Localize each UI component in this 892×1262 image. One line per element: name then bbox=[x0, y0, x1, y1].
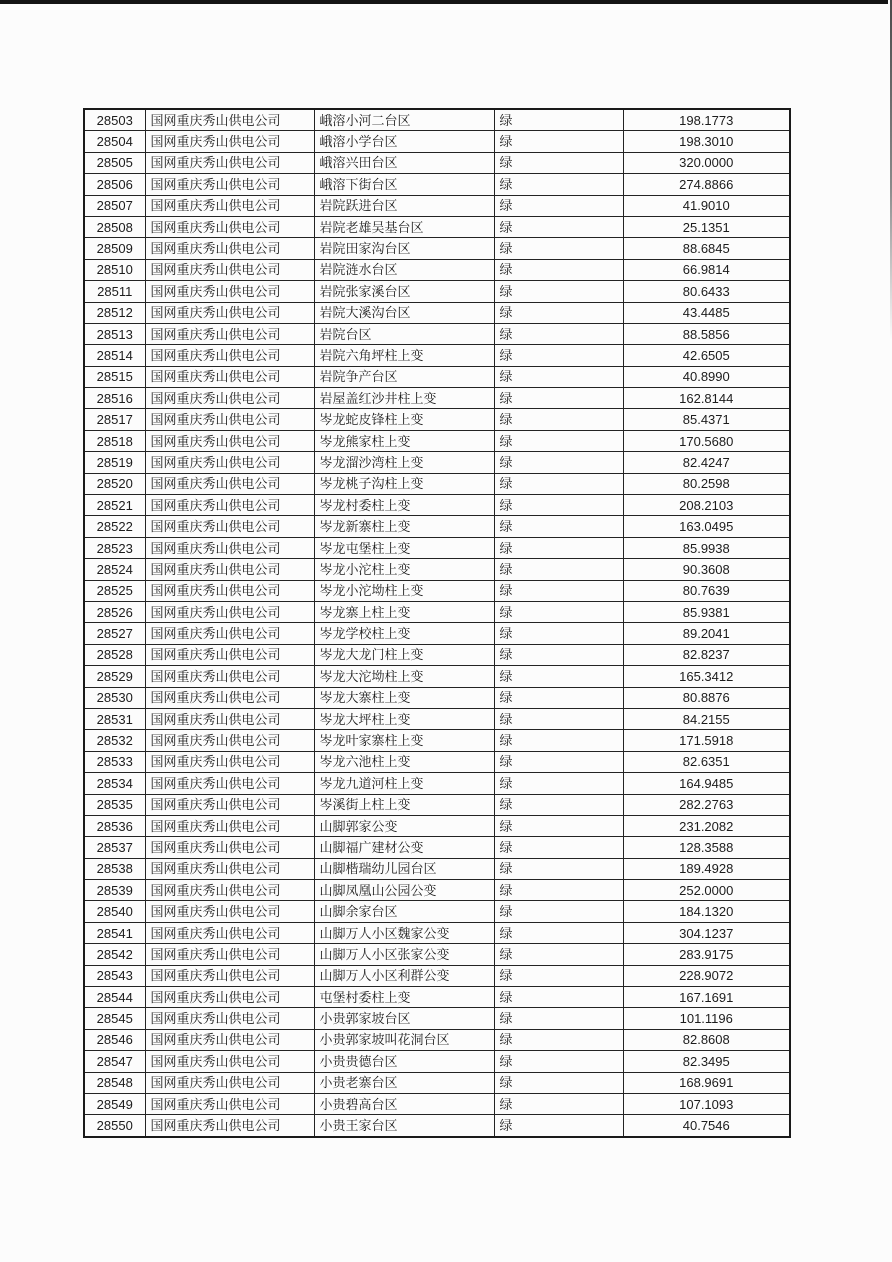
status-cell: 绿 bbox=[494, 837, 623, 858]
company-cell: 国网重庆秀山供电公司 bbox=[145, 537, 314, 558]
company-cell: 国网重庆秀山供电公司 bbox=[145, 1051, 314, 1072]
value-cell: 85.9381 bbox=[623, 601, 790, 622]
value-cell: 304.1237 bbox=[623, 922, 790, 943]
station-name-cell: 岑龙村委柱上变 bbox=[314, 495, 494, 516]
row-id-cell: 28503 bbox=[84, 109, 145, 131]
table-row bbox=[84, 1093, 790, 1114]
table-row bbox=[84, 580, 790, 601]
company-cell: 国网重庆秀山供电公司 bbox=[145, 601, 314, 622]
row-id-cell: 28540 bbox=[84, 901, 145, 922]
value-cell: 80.6433 bbox=[623, 281, 790, 302]
table-row bbox=[84, 109, 790, 131]
station-name-cell: 岑龙溜沙湾柱上变 bbox=[314, 452, 494, 473]
company-cell: 国网重庆秀山供电公司 bbox=[145, 987, 314, 1008]
status-cell: 绿 bbox=[494, 601, 623, 622]
row-id-cell: 28519 bbox=[84, 452, 145, 473]
value-cell: 80.2598 bbox=[623, 473, 790, 494]
table-row bbox=[84, 195, 790, 216]
station-name-cell: 小贵郭家坡叫花洞台区 bbox=[314, 1029, 494, 1050]
status-cell: 绿 bbox=[494, 773, 623, 794]
value-cell: 274.8866 bbox=[623, 174, 790, 195]
company-cell: 国网重庆秀山供电公司 bbox=[145, 1072, 314, 1093]
row-id-cell: 28539 bbox=[84, 880, 145, 901]
status-cell: 绿 bbox=[494, 388, 623, 409]
value-cell: 198.3010 bbox=[623, 131, 790, 152]
value-cell: 128.3588 bbox=[623, 837, 790, 858]
table-row bbox=[84, 708, 790, 729]
station-name-cell: 岩院跃进台区 bbox=[314, 195, 494, 216]
status-cell: 绿 bbox=[494, 794, 623, 815]
row-id-cell: 28521 bbox=[84, 495, 145, 516]
status-cell: 绿 bbox=[494, 1115, 623, 1137]
status-cell: 绿 bbox=[494, 259, 623, 280]
company-cell: 国网重庆秀山供电公司 bbox=[145, 302, 314, 323]
table-row bbox=[84, 495, 790, 516]
station-name-cell: 岑龙大龙门柱上变 bbox=[314, 644, 494, 665]
station-name-cell: 岩院台区 bbox=[314, 323, 494, 344]
status-cell: 绿 bbox=[494, 152, 623, 173]
company-cell: 国网重庆秀山供电公司 bbox=[145, 922, 314, 943]
station-name-cell: 山脚楷瑞幼儿园台区 bbox=[314, 858, 494, 879]
status-cell: 绿 bbox=[494, 345, 623, 366]
row-id-cell: 28548 bbox=[84, 1072, 145, 1093]
row-id-cell: 28530 bbox=[84, 687, 145, 708]
row-id-cell: 28505 bbox=[84, 152, 145, 173]
status-cell: 绿 bbox=[494, 559, 623, 580]
status-cell: 绿 bbox=[494, 109, 623, 131]
station-name-cell: 岑龙九道河柱上变 bbox=[314, 773, 494, 794]
station-name-cell: 岩屋盖红沙井柱上变 bbox=[314, 388, 494, 409]
station-name-cell: 小贵郭家坡台区 bbox=[314, 1008, 494, 1029]
company-cell: 国网重庆秀山供电公司 bbox=[145, 944, 314, 965]
company-cell: 国网重庆秀山供电公司 bbox=[145, 238, 314, 259]
status-cell: 绿 bbox=[494, 708, 623, 729]
table-row bbox=[84, 623, 790, 644]
station-name-cell: 山脚福广建材公变 bbox=[314, 837, 494, 858]
status-cell: 绿 bbox=[494, 238, 623, 259]
table-row bbox=[84, 409, 790, 430]
page-top-rule bbox=[0, 0, 888, 4]
station-data-table bbox=[83, 108, 791, 1138]
row-id-cell: 28518 bbox=[84, 430, 145, 451]
company-cell: 国网重庆秀山供电公司 bbox=[145, 1115, 314, 1137]
station-name-cell: 岑龙蛇皮锋柱上变 bbox=[314, 409, 494, 430]
station-name-cell: 山脚万人小区张家公变 bbox=[314, 944, 494, 965]
table-row bbox=[84, 730, 790, 751]
status-cell: 绿 bbox=[494, 302, 623, 323]
station-name-cell: 岑龙寨上柱上变 bbox=[314, 601, 494, 622]
station-name-cell: 小贵王家台区 bbox=[314, 1115, 494, 1137]
table-row bbox=[84, 837, 790, 858]
table-row bbox=[84, 131, 790, 152]
value-cell: 89.2041 bbox=[623, 623, 790, 644]
row-id-cell: 28517 bbox=[84, 409, 145, 430]
status-cell: 绿 bbox=[494, 965, 623, 986]
status-cell: 绿 bbox=[494, 216, 623, 237]
station-name-cell: 岑龙叶家寨柱上变 bbox=[314, 730, 494, 751]
row-id-cell: 28524 bbox=[84, 559, 145, 580]
value-cell: 80.7639 bbox=[623, 580, 790, 601]
status-cell: 绿 bbox=[494, 751, 623, 772]
row-id-cell: 28516 bbox=[84, 388, 145, 409]
status-cell: 绿 bbox=[494, 730, 623, 751]
row-id-cell: 28528 bbox=[84, 644, 145, 665]
company-cell: 国网重庆秀山供电公司 bbox=[145, 901, 314, 922]
station-name-cell: 岩院涟水台区 bbox=[314, 259, 494, 280]
station-name-cell: 山脚万人小区魏家公变 bbox=[314, 922, 494, 943]
company-cell: 国网重庆秀山供电公司 bbox=[145, 452, 314, 473]
value-cell: 282.2763 bbox=[623, 794, 790, 815]
company-cell: 国网重庆秀山供电公司 bbox=[145, 815, 314, 836]
station-name-cell: 岑龙大坪柱上变 bbox=[314, 708, 494, 729]
station-name-cell: 岩院张家溪台区 bbox=[314, 281, 494, 302]
value-cell: 66.9814 bbox=[623, 259, 790, 280]
value-cell: 228.9072 bbox=[623, 965, 790, 986]
value-cell: 162.8144 bbox=[623, 388, 790, 409]
table-row bbox=[84, 965, 790, 986]
table-row bbox=[84, 987, 790, 1008]
table-row bbox=[84, 922, 790, 943]
company-cell: 国网重庆秀山供电公司 bbox=[145, 495, 314, 516]
company-cell: 国网重庆秀山供电公司 bbox=[145, 281, 314, 302]
status-cell: 绿 bbox=[494, 174, 623, 195]
station-name-cell: 山脚余家台区 bbox=[314, 901, 494, 922]
row-id-cell: 28546 bbox=[84, 1029, 145, 1050]
station-name-cell: 峨溶小学台区 bbox=[314, 131, 494, 152]
row-id-cell: 28538 bbox=[84, 858, 145, 879]
table-row bbox=[84, 1051, 790, 1072]
status-cell: 绿 bbox=[494, 922, 623, 943]
station-name-cell: 屯堡村委柱上变 bbox=[314, 987, 494, 1008]
station-name-cell: 岑龙小沱坳柱上变 bbox=[314, 580, 494, 601]
status-cell: 绿 bbox=[494, 495, 623, 516]
status-cell: 绿 bbox=[494, 1093, 623, 1114]
station-name-cell: 岩院争产台区 bbox=[314, 366, 494, 387]
data-sheet bbox=[83, 108, 789, 1138]
station-name-cell: 峨溶小河二台区 bbox=[314, 109, 494, 131]
company-cell: 国网重庆秀山供电公司 bbox=[145, 388, 314, 409]
table-row bbox=[84, 1115, 790, 1137]
station-name-cell: 岑龙桃子沟柱上变 bbox=[314, 473, 494, 494]
company-cell: 国网重庆秀山供电公司 bbox=[145, 259, 314, 280]
row-id-cell: 28506 bbox=[84, 174, 145, 195]
company-cell: 国网重庆秀山供电公司 bbox=[145, 430, 314, 451]
status-cell: 绿 bbox=[494, 815, 623, 836]
table-row bbox=[84, 366, 790, 387]
row-id-cell: 28523 bbox=[84, 537, 145, 558]
status-cell: 绿 bbox=[494, 1072, 623, 1093]
status-cell: 绿 bbox=[494, 880, 623, 901]
row-id-cell: 28534 bbox=[84, 773, 145, 794]
station-name-cell: 岑龙小沱柱上变 bbox=[314, 559, 494, 580]
row-id-cell: 28504 bbox=[84, 131, 145, 152]
table-row bbox=[84, 644, 790, 665]
row-id-cell: 28541 bbox=[84, 922, 145, 943]
row-id-cell: 28532 bbox=[84, 730, 145, 751]
table-row bbox=[84, 1072, 790, 1093]
station-name-cell: 岑龙大寨柱上变 bbox=[314, 687, 494, 708]
company-cell: 国网重庆秀山供电公司 bbox=[145, 345, 314, 366]
company-cell: 国网重庆秀山供电公司 bbox=[145, 152, 314, 173]
value-cell: 101.1196 bbox=[623, 1008, 790, 1029]
row-id-cell: 28544 bbox=[84, 987, 145, 1008]
company-cell: 国网重庆秀山供电公司 bbox=[145, 751, 314, 772]
row-id-cell: 28514 bbox=[84, 345, 145, 366]
table-row bbox=[84, 773, 790, 794]
row-id-cell: 28531 bbox=[84, 708, 145, 729]
company-cell: 国网重庆秀山供电公司 bbox=[145, 109, 314, 131]
row-id-cell: 28512 bbox=[84, 302, 145, 323]
company-cell: 国网重庆秀山供电公司 bbox=[145, 730, 314, 751]
row-id-cell: 28525 bbox=[84, 580, 145, 601]
value-cell: 40.7546 bbox=[623, 1115, 790, 1137]
row-id-cell: 28511 bbox=[84, 281, 145, 302]
company-cell: 国网重庆秀山供电公司 bbox=[145, 1008, 314, 1029]
station-name-cell: 岑龙学校柱上变 bbox=[314, 623, 494, 644]
table-row bbox=[84, 559, 790, 580]
company-cell: 国网重庆秀山供电公司 bbox=[145, 216, 314, 237]
row-id-cell: 28535 bbox=[84, 794, 145, 815]
status-cell: 绿 bbox=[494, 516, 623, 537]
company-cell: 国网重庆秀山供电公司 bbox=[145, 559, 314, 580]
value-cell: 85.9938 bbox=[623, 537, 790, 558]
table-row bbox=[84, 473, 790, 494]
row-id-cell: 28545 bbox=[84, 1008, 145, 1029]
company-cell: 国网重庆秀山供电公司 bbox=[145, 965, 314, 986]
row-id-cell: 28542 bbox=[84, 944, 145, 965]
value-cell: 165.3412 bbox=[623, 666, 790, 687]
row-id-cell: 28508 bbox=[84, 216, 145, 237]
table-row bbox=[84, 323, 790, 344]
status-cell: 绿 bbox=[494, 687, 623, 708]
value-cell: 107.1093 bbox=[623, 1093, 790, 1114]
table-row bbox=[84, 794, 790, 815]
row-id-cell: 28527 bbox=[84, 623, 145, 644]
value-cell: 25.1351 bbox=[623, 216, 790, 237]
value-cell: 320.0000 bbox=[623, 152, 790, 173]
row-id-cell: 28513 bbox=[84, 323, 145, 344]
table-row bbox=[84, 751, 790, 772]
company-cell: 国网重庆秀山供电公司 bbox=[145, 1093, 314, 1114]
value-cell: 283.9175 bbox=[623, 944, 790, 965]
company-cell: 国网重庆秀山供电公司 bbox=[145, 794, 314, 815]
table-row bbox=[84, 601, 790, 622]
table-row bbox=[84, 944, 790, 965]
status-cell: 绿 bbox=[494, 1029, 623, 1050]
value-cell: 80.8876 bbox=[623, 687, 790, 708]
row-id-cell: 28507 bbox=[84, 195, 145, 216]
row-id-cell: 28529 bbox=[84, 666, 145, 687]
status-cell: 绿 bbox=[494, 858, 623, 879]
table-row bbox=[84, 858, 790, 879]
company-cell: 国网重庆秀山供电公司 bbox=[145, 880, 314, 901]
station-name-cell: 岑龙新寨柱上变 bbox=[314, 516, 494, 537]
company-cell: 国网重庆秀山供电公司 bbox=[145, 516, 314, 537]
status-cell: 绿 bbox=[494, 580, 623, 601]
station-name-cell: 小贵老寨台区 bbox=[314, 1072, 494, 1093]
value-cell: 82.8608 bbox=[623, 1029, 790, 1050]
table-row bbox=[84, 901, 790, 922]
station-name-cell: 峨溶兴田台区 bbox=[314, 152, 494, 173]
status-cell: 绿 bbox=[494, 430, 623, 451]
table-row bbox=[84, 345, 790, 366]
value-cell: 164.9485 bbox=[623, 773, 790, 794]
status-cell: 绿 bbox=[494, 1008, 623, 1029]
value-cell: 189.4928 bbox=[623, 858, 790, 879]
value-cell: 84.2155 bbox=[623, 708, 790, 729]
row-id-cell: 28533 bbox=[84, 751, 145, 772]
table-row bbox=[84, 880, 790, 901]
row-id-cell: 28549 bbox=[84, 1093, 145, 1114]
table-row bbox=[84, 302, 790, 323]
value-cell: 82.3495 bbox=[623, 1051, 790, 1072]
table-row bbox=[84, 152, 790, 173]
table-row bbox=[84, 1029, 790, 1050]
company-cell: 国网重庆秀山供电公司 bbox=[145, 687, 314, 708]
value-cell: 88.5856 bbox=[623, 323, 790, 344]
station-name-cell: 岑溪街上柱上变 bbox=[314, 794, 494, 815]
company-cell: 国网重庆秀山供电公司 bbox=[145, 666, 314, 687]
station-name-cell: 山脚万人小区利群公变 bbox=[314, 965, 494, 986]
station-name-cell: 岩院大溪沟台区 bbox=[314, 302, 494, 323]
station-name-cell: 岑龙六池柱上变 bbox=[314, 751, 494, 772]
row-id-cell: 28550 bbox=[84, 1115, 145, 1137]
company-cell: 国网重庆秀山供电公司 bbox=[145, 580, 314, 601]
row-id-cell: 28520 bbox=[84, 473, 145, 494]
table-row bbox=[84, 430, 790, 451]
value-cell: 82.6351 bbox=[623, 751, 790, 772]
station-name-cell: 峨溶下街台区 bbox=[314, 174, 494, 195]
value-cell: 184.1320 bbox=[623, 901, 790, 922]
table-row bbox=[84, 216, 790, 237]
status-cell: 绿 bbox=[494, 987, 623, 1008]
company-cell: 国网重庆秀山供电公司 bbox=[145, 708, 314, 729]
row-id-cell: 28515 bbox=[84, 366, 145, 387]
station-name-cell: 小贵贵德台区 bbox=[314, 1051, 494, 1072]
value-cell: 163.0495 bbox=[623, 516, 790, 537]
row-id-cell: 28537 bbox=[84, 837, 145, 858]
table-row bbox=[84, 259, 790, 280]
company-cell: 国网重庆秀山供电公司 bbox=[145, 366, 314, 387]
row-id-cell: 28543 bbox=[84, 965, 145, 986]
company-cell: 国网重庆秀山供电公司 bbox=[145, 174, 314, 195]
station-name-cell: 小贵碧高台区 bbox=[314, 1093, 494, 1114]
status-cell: 绿 bbox=[494, 452, 623, 473]
status-cell: 绿 bbox=[494, 323, 623, 344]
company-cell: 国网重庆秀山供电公司 bbox=[145, 644, 314, 665]
status-cell: 绿 bbox=[494, 623, 623, 644]
company-cell: 国网重庆秀山供电公司 bbox=[145, 195, 314, 216]
value-cell: 198.1773 bbox=[623, 109, 790, 131]
status-cell: 绿 bbox=[494, 901, 623, 922]
company-cell: 国网重庆秀山供电公司 bbox=[145, 773, 314, 794]
status-cell: 绿 bbox=[494, 366, 623, 387]
row-id-cell: 28509 bbox=[84, 238, 145, 259]
row-id-cell: 28547 bbox=[84, 1051, 145, 1072]
company-cell: 国网重庆秀山供电公司 bbox=[145, 623, 314, 644]
value-cell: 42.6505 bbox=[623, 345, 790, 366]
value-cell: 40.8990 bbox=[623, 366, 790, 387]
grid-body bbox=[84, 109, 790, 1137]
station-name-cell: 岑龙大沱坳柱上变 bbox=[314, 666, 494, 687]
status-cell: 绿 bbox=[494, 644, 623, 665]
value-cell: 82.4247 bbox=[623, 452, 790, 473]
value-cell: 170.5680 bbox=[623, 430, 790, 451]
station-name-cell: 岩院老雄吴基台区 bbox=[314, 216, 494, 237]
company-cell: 国网重庆秀山供电公司 bbox=[145, 323, 314, 344]
value-cell: 90.3608 bbox=[623, 559, 790, 580]
status-cell: 绿 bbox=[494, 1051, 623, 1072]
station-name-cell: 岑龙熊家柱上变 bbox=[314, 430, 494, 451]
row-id-cell: 28510 bbox=[84, 259, 145, 280]
table-row bbox=[84, 1008, 790, 1029]
status-cell: 绿 bbox=[494, 409, 623, 430]
value-cell: 168.9691 bbox=[623, 1072, 790, 1093]
value-cell: 85.4371 bbox=[623, 409, 790, 430]
row-id-cell: 28522 bbox=[84, 516, 145, 537]
row-id-cell: 28526 bbox=[84, 601, 145, 622]
station-name-cell: 山脚郭家公变 bbox=[314, 815, 494, 836]
value-cell: 231.2082 bbox=[623, 815, 790, 836]
table-row bbox=[84, 687, 790, 708]
value-cell: 252.0000 bbox=[623, 880, 790, 901]
station-name-cell: 岩院六角坪柱上变 bbox=[314, 345, 494, 366]
status-cell: 绿 bbox=[494, 537, 623, 558]
table-row bbox=[84, 516, 790, 537]
value-cell: 167.1691 bbox=[623, 987, 790, 1008]
company-cell: 国网重庆秀山供电公司 bbox=[145, 473, 314, 494]
table-row bbox=[84, 666, 790, 687]
company-cell: 国网重庆秀山供电公司 bbox=[145, 858, 314, 879]
value-cell: 208.2103 bbox=[623, 495, 790, 516]
value-cell: 82.8237 bbox=[623, 644, 790, 665]
company-cell: 国网重庆秀山供电公司 bbox=[145, 837, 314, 858]
status-cell: 绿 bbox=[494, 473, 623, 494]
status-cell: 绿 bbox=[494, 131, 623, 152]
table-row bbox=[84, 388, 790, 409]
station-name-cell: 山脚凤凰山公园公变 bbox=[314, 880, 494, 901]
status-cell: 绿 bbox=[494, 195, 623, 216]
station-name-cell: 岑龙屯堡柱上变 bbox=[314, 537, 494, 558]
company-cell: 国网重庆秀山供电公司 bbox=[145, 1029, 314, 1050]
value-cell: 88.6845 bbox=[623, 238, 790, 259]
value-cell: 43.4485 bbox=[623, 302, 790, 323]
row-id-cell: 28536 bbox=[84, 815, 145, 836]
table-row bbox=[84, 281, 790, 302]
table-row bbox=[84, 174, 790, 195]
value-cell: 171.5918 bbox=[623, 730, 790, 751]
value-cell: 41.9010 bbox=[623, 195, 790, 216]
company-cell: 国网重庆秀山供电公司 bbox=[145, 131, 314, 152]
company-cell: 国网重庆秀山供电公司 bbox=[145, 409, 314, 430]
status-cell: 绿 bbox=[494, 944, 623, 965]
station-name-cell: 岩院田家沟台区 bbox=[314, 238, 494, 259]
table-row bbox=[84, 537, 790, 558]
status-cell: 绿 bbox=[494, 666, 623, 687]
status-cell: 绿 bbox=[494, 281, 623, 302]
table-row bbox=[84, 452, 790, 473]
table-row bbox=[84, 238, 790, 259]
table-row bbox=[84, 815, 790, 836]
